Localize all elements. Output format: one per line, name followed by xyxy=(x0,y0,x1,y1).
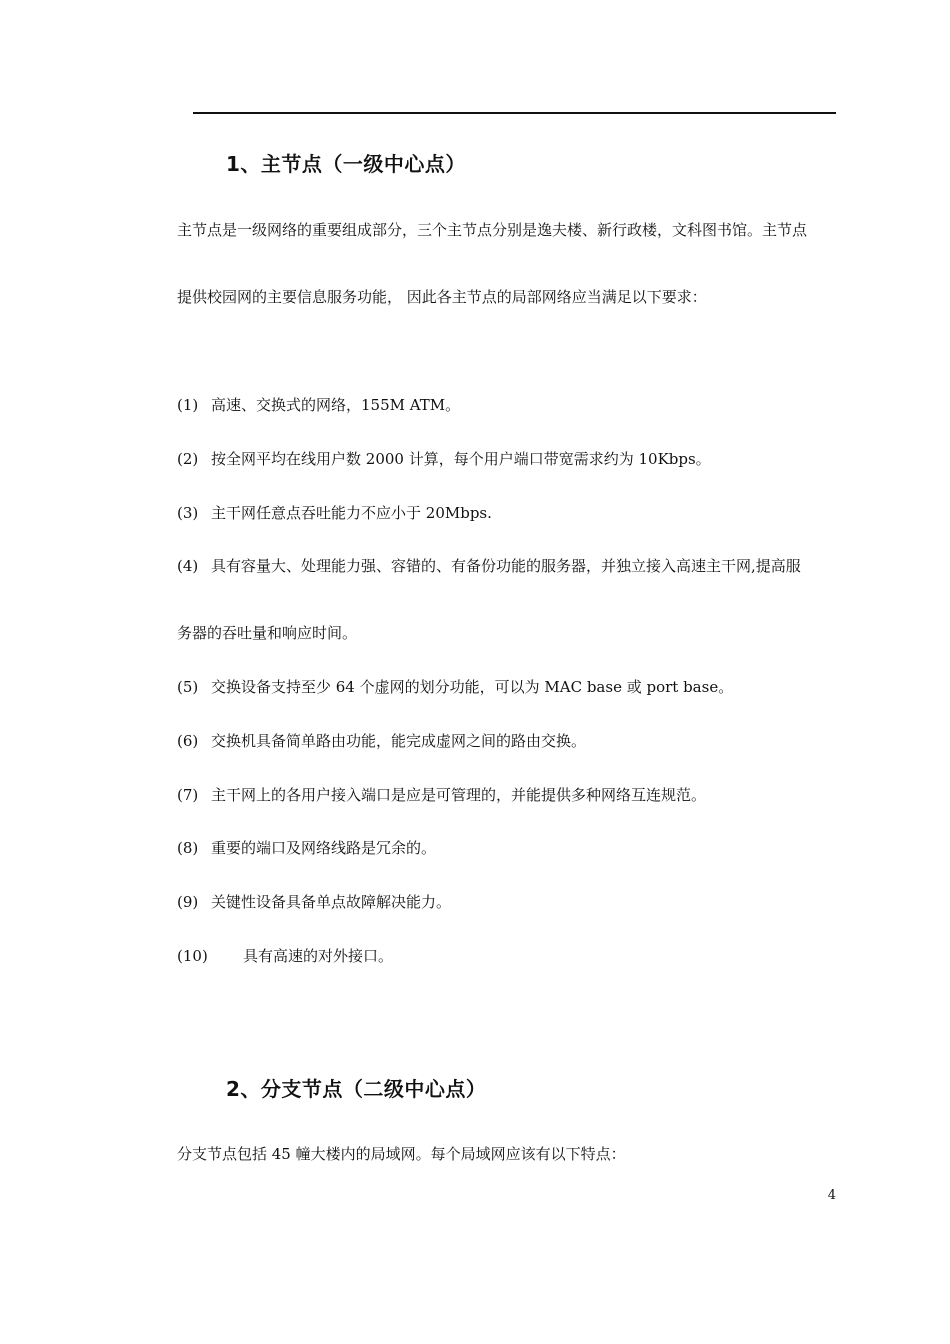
requirement-item-8 xyxy=(177,837,436,858)
item-text: 主干网上的各用户接入端口是应是可管理的，并能提供多种网络互连规范。 xyxy=(211,786,707,804)
item-text: 按全网平均在线用户数 2000 计算，每个用户端口带宽需求约为 10Kbps。 xyxy=(211,450,711,468)
requirement-item-6 xyxy=(177,730,586,751)
requirement-item-4 xyxy=(177,555,801,576)
section-2-intro: 分支节点包括 45 幢大楼内的局域网。每个局域网应该有以下特点： xyxy=(177,1145,626,1163)
requirement-item-2 xyxy=(177,448,711,469)
item-number: (3) xyxy=(177,504,199,522)
section-2-heading: 2、分支节点（二级中心点） xyxy=(226,1077,487,1101)
requirement-item-4-continuation: 务器的吞吐量和响应时间。 xyxy=(177,624,358,642)
item-text: 交换设备支持至少 64 个虚网的划分功能，可以为 MAC base 或 port base。 xyxy=(211,678,734,696)
item-number: (2) xyxy=(177,450,199,468)
item-text: 主干网任意点吞吐能力不应小于 20Mbps. xyxy=(211,504,492,522)
item-text: 重要的端口及网络线路是冗余的。 xyxy=(211,839,437,857)
item-text: 具有高速的对外接口。 xyxy=(243,947,394,965)
section-1-intro-line-2: 提供校园网的主要信息服务功能， 因此各主节点的局部网络应当满足以下要求： xyxy=(177,288,707,306)
item-number: (6) xyxy=(177,732,199,750)
item-text: 具有容量大、处理能力强、容错的、有备份功能的服务器，并独立接入高速主干网,提高服 xyxy=(211,557,801,575)
item-number: (7) xyxy=(177,786,199,804)
header-rule xyxy=(193,112,836,114)
requirement-item-1 xyxy=(177,394,460,415)
requirement-item-5 xyxy=(177,676,733,697)
page-number: 4 xyxy=(827,1188,836,1203)
item-number: (10) xyxy=(177,947,208,965)
section-1-heading: 1、主节点（一级中心点） xyxy=(226,152,466,176)
requirement-item-10 xyxy=(177,945,393,966)
requirement-item-9 xyxy=(177,891,451,912)
requirement-item-7 xyxy=(177,784,706,805)
requirement-item-3 xyxy=(177,502,492,523)
item-number: (8) xyxy=(177,839,199,857)
item-number: (9) xyxy=(177,893,199,911)
item-text: 交换机具备简单路由功能，能完成虚网之间的路由交换。 xyxy=(211,732,587,750)
item-number: (5) xyxy=(177,678,199,696)
item-number: (1) xyxy=(177,396,199,414)
item-text: 高速、交换式的网络，155M ATM。 xyxy=(211,396,461,414)
item-number: (4) xyxy=(177,557,199,575)
section-1-intro-line-1: 主节点是一级网络的重要组成部分，三个主节点分别是逸夫楼、新行政楼，文科图书馆。主节点 xyxy=(177,221,808,239)
item-text: 关键性设备具备单点故障解决能力。 xyxy=(211,893,452,911)
